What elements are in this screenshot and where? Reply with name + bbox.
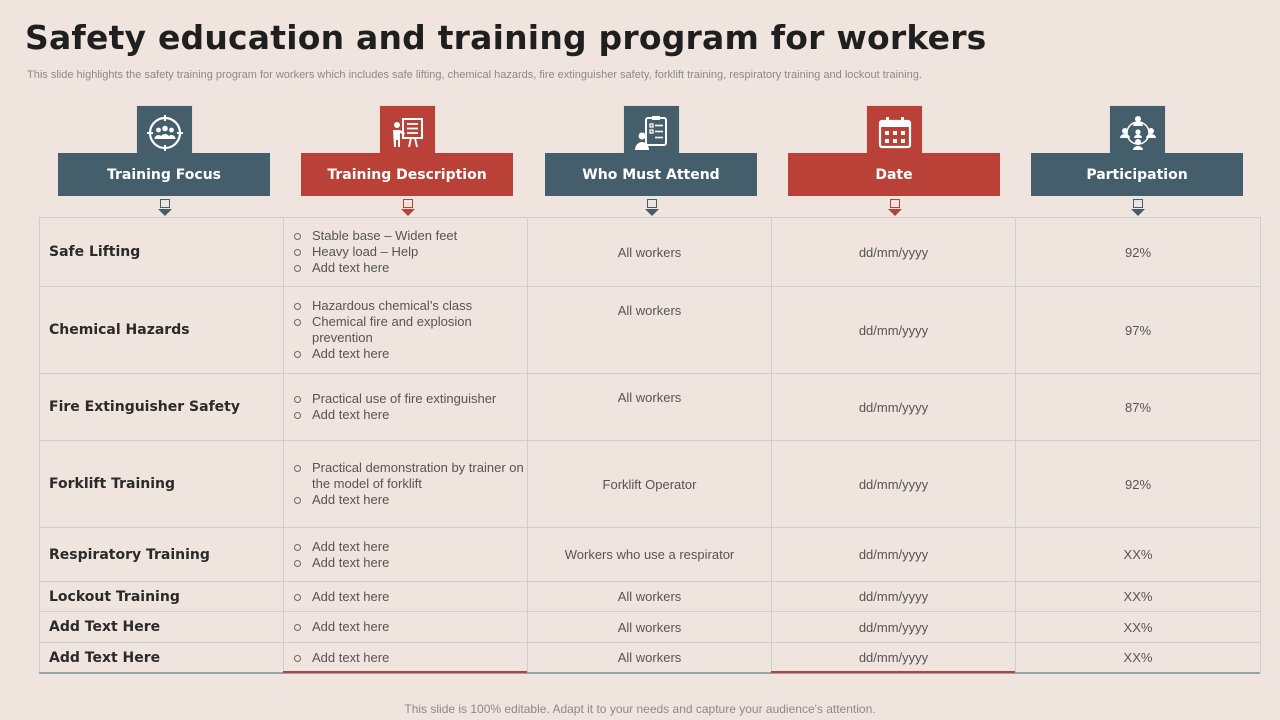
connector-marker <box>160 199 170 208</box>
date-cell: dd/mm/yyyy <box>772 528 1016 582</box>
participation-cell: 92% <box>1016 218 1261 287</box>
table-bottom-border <box>39 672 1260 674</box>
participation-cell: 92% <box>1016 441 1261 528</box>
training-focus-cell: Fire Extinguisher Safety <box>40 374 284 441</box>
description-bullet: Add text here <box>292 492 527 508</box>
description-bullet: Add text here <box>292 619 527 635</box>
connector-marker <box>890 199 900 208</box>
header-label: Date <box>788 153 1000 196</box>
description-bullet: Add text here <box>292 589 527 605</box>
who-must-attend-cell: Workers who use a respirator <box>528 528 772 582</box>
table-row <box>40 287 1261 374</box>
description-bullet: Add text here <box>292 346 527 362</box>
training-description-cell <box>284 287 528 374</box>
date-cell: dd/mm/yyyy <box>772 643 1016 673</box>
who-must-attend-cell: All workers <box>528 374 772 441</box>
table-row <box>40 582 1261 612</box>
training-focus-cell: Lockout Training <box>40 582 284 612</box>
header-training-focus <box>40 105 284 217</box>
training-description-cell <box>284 582 528 612</box>
date-cell: dd/mm/yyyy <box>772 287 1016 374</box>
who-must-attend-cell: All workers <box>528 643 772 673</box>
page-subtitle: This slide highlights the safety training program for workers which includes safe lifting, chemical hazards, fire extinguisher safety, forklift training, respiratory training and lockout training. <box>27 69 922 81</box>
description-bullet: Hazardous chemical’s class <box>292 298 527 314</box>
description-bullet: Add text here <box>292 539 527 555</box>
description-bullet: Practical demonstration by trainer on the model of forklift <box>292 460 527 492</box>
column-headers <box>40 105 1260 217</box>
accent-line <box>771 671 1015 673</box>
training-focus-cell: Add Text Here <box>40 612 284 643</box>
connector-arrow <box>158 209 172 216</box>
connector-marker <box>403 199 413 208</box>
date-cell: dd/mm/yyyy <box>772 218 1016 287</box>
training-description-cell <box>284 374 528 441</box>
participation-cell: XX% <box>1016 528 1261 582</box>
date-cell: dd/mm/yyyy <box>772 441 1016 528</box>
training-description-cell <box>284 218 528 287</box>
date-cell: dd/mm/yyyy <box>772 612 1016 643</box>
description-bullet: Add text here <box>292 407 527 423</box>
header-training-description <box>283 105 527 217</box>
description-bullet: Add text here <box>292 650 527 666</box>
description-bullet: Stable base – Widen feet <box>292 228 527 244</box>
participation-cell: 97% <box>1016 287 1261 374</box>
description-bullet: Add text here <box>292 260 527 276</box>
connector-arrow <box>1131 209 1145 216</box>
header-label: Participation <box>1031 153 1243 196</box>
table-row <box>40 612 1261 643</box>
who-must-attend-cell: All workers <box>528 612 772 643</box>
header-who-must-attend <box>527 105 771 217</box>
training-description-cell <box>284 528 528 582</box>
who-must-attend-cell: All workers <box>528 218 772 287</box>
description-bullet: Add text here <box>292 555 527 571</box>
training-focus-cell: Chemical Hazards <box>40 287 284 374</box>
header-label: Training Focus <box>58 153 270 196</box>
training-focus-cell: Forklift Training <box>40 441 284 528</box>
date-cell: dd/mm/yyyy <box>772 582 1016 612</box>
who-must-attend-cell: All workers <box>528 287 772 374</box>
table-row <box>40 218 1261 287</box>
header-participation <box>1013 105 1257 217</box>
table-row <box>40 374 1261 441</box>
who-must-attend-cell: All workers <box>528 582 772 612</box>
header-date <box>770 105 1014 217</box>
participation-cell: XX% <box>1016 643 1261 673</box>
footer-note: This slide is 100% editable. Adapt it to your needs and capture your audience's attention. <box>404 702 876 716</box>
training-focus-cell: Respiratory Training <box>40 528 284 582</box>
participation-cell: 87% <box>1016 374 1261 441</box>
table-row <box>40 643 1261 673</box>
connector-marker <box>1133 199 1143 208</box>
who-must-attend-cell: Forklift Operator <box>528 441 772 528</box>
training-focus-cell: Add Text Here <box>40 643 284 673</box>
connector-arrow <box>888 209 902 216</box>
connector-arrow <box>401 209 415 216</box>
training-description-cell <box>284 441 528 528</box>
training-table <box>39 217 1261 673</box>
participation-cell: XX% <box>1016 582 1261 612</box>
training-description-cell <box>284 643 528 673</box>
description-bullet: Practical use of fire extinguisher <box>292 391 527 407</box>
accent-line <box>283 671 527 673</box>
table-row <box>40 441 1261 528</box>
description-bullet: Heavy load – Help <box>292 244 527 260</box>
training-description-cell <box>284 612 528 643</box>
table-row <box>40 528 1261 582</box>
header-label: Who Must Attend <box>545 153 757 196</box>
participation-cell: XX% <box>1016 612 1261 643</box>
training-focus-cell: Safe Lifting <box>40 218 284 287</box>
page-title: Safety education and training program for workers <box>25 18 987 57</box>
date-cell: dd/mm/yyyy <box>772 374 1016 441</box>
connector-arrow <box>645 209 659 216</box>
description-bullet: Chemical fire and explosion prevention <box>292 314 527 346</box>
connector-marker <box>647 199 657 208</box>
header-label: Training Description <box>301 153 513 196</box>
